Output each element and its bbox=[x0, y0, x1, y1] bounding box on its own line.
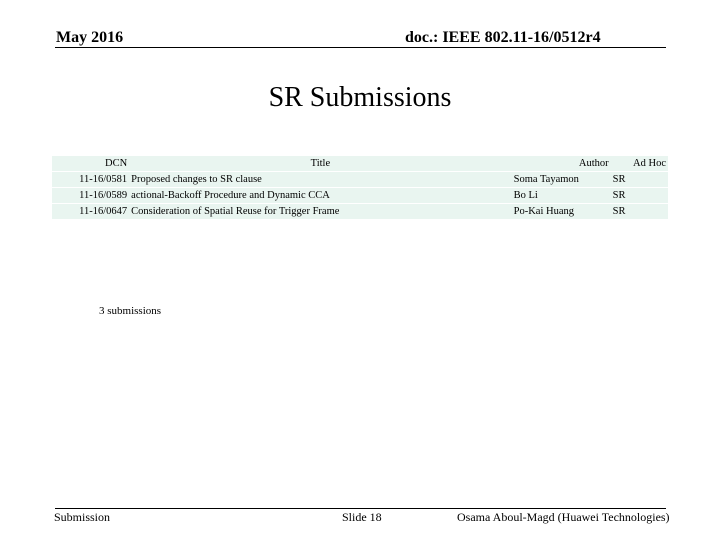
header-date: May 2016 bbox=[56, 29, 124, 46]
header-doc-id: doc.: IEEE 802.11-16/0512r4 bbox=[405, 29, 601, 46]
cell-title: actional-Backoff Procedure and Dynamic CCA bbox=[131, 189, 330, 201]
footer-submission: Submission bbox=[54, 510, 111, 524]
table-row bbox=[52, 204, 668, 220]
column-header-author: Author bbox=[578, 157, 609, 169]
footer-author: Osama Aboul-Magd (Huawei Technologies) bbox=[457, 510, 670, 524]
cell-author: Bo Li bbox=[513, 189, 538, 201]
submissions-table bbox=[52, 156, 668, 220]
cell-title: Proposed changes to SR clause bbox=[131, 173, 262, 185]
header-rule bbox=[55, 47, 666, 48]
submission-count: 3 submissions bbox=[99, 305, 162, 317]
cell-adhoc: SR bbox=[612, 189, 626, 201]
footer-slide-number: Slide 18 bbox=[342, 510, 382, 524]
cell-author: Po-Kai Huang bbox=[513, 205, 574, 217]
cell-adhoc: SR bbox=[612, 173, 626, 185]
column-header-title: Title bbox=[310, 157, 331, 169]
column-header-adhoc: Ad Hoc bbox=[633, 157, 666, 169]
slide-title: SR Submissions bbox=[268, 82, 452, 113]
cell-title: Consideration of Spatial Reuse for Trigger Frame bbox=[131, 205, 340, 217]
cell-dcn: 11-16/0581 bbox=[79, 173, 128, 185]
table-header-row bbox=[52, 156, 668, 172]
cell-author: Soma Tayamon bbox=[513, 173, 579, 185]
table-row bbox=[52, 188, 668, 204]
cell-dcn: 11-16/0589 bbox=[79, 189, 128, 201]
cell-dcn: 11-16/0647 bbox=[79, 205, 128, 217]
column-header-dcn: DCN bbox=[105, 157, 128, 169]
cell-adhoc: SR bbox=[612, 205, 626, 217]
footer-rule bbox=[55, 508, 666, 509]
table-row bbox=[52, 172, 668, 188]
